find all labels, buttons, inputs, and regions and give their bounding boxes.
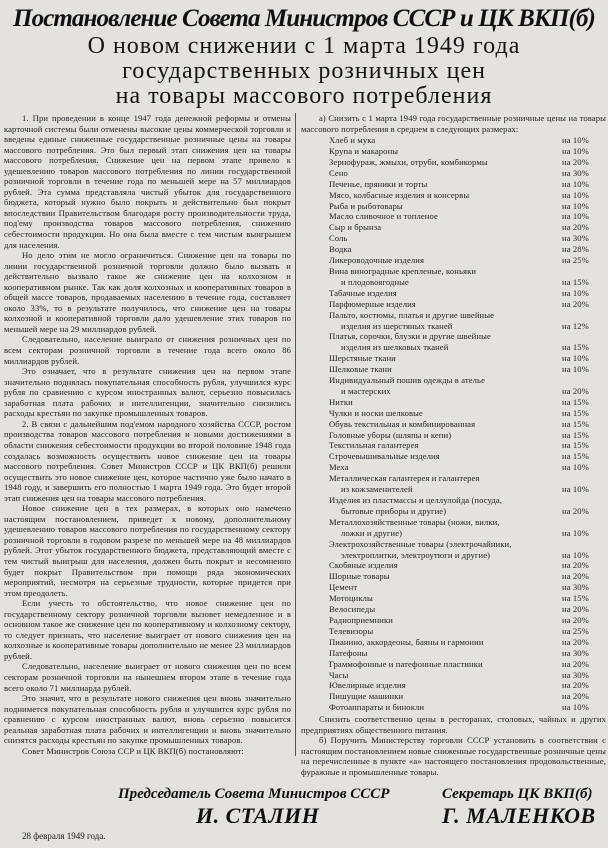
- item-reduction: на 15%: [562, 418, 589, 429]
- list-item: [301, 637, 606, 648]
- item-name: [329, 408, 562, 419]
- list-item: [301, 244, 606, 255]
- decree-date: 28 февраля 1949 года.: [22, 831, 106, 842]
- list-item: [301, 626, 606, 637]
- item-name-line: Мясо, колбасные изделия и консервы: [329, 189, 470, 200]
- list-item: [301, 364, 606, 375]
- list-item: [301, 462, 606, 473]
- item-reduction: на 20%: [562, 604, 589, 615]
- item-name: [329, 135, 562, 146]
- item-name: [329, 615, 562, 626]
- item-name: [329, 691, 562, 702]
- item-name-line-2: ложки и другие): [341, 527, 403, 538]
- list-item: [301, 659, 606, 670]
- item-name-line: Хлеб и мука: [329, 135, 376, 146]
- item-reduction: на 10%: [562, 200, 589, 211]
- item-reduction: на 30%: [562, 167, 589, 178]
- paragraph: 1. При проведении в конце 1947 года денежной реформы и отмены карточной системы были отменены высокие цены коммерческой торговли и введены единые сниженные государственные розничные цены на товары массового потребления. Это был первый этап снижения цен на товары массового потребления. Снижение цен на первом этапе привело к удешевлению товаров массового потребления по линии государственной розничной торговли в течение года по меньшей мере на 57 миллиардов рублей. Эта сумма представляла чистый убыток для государственного бюджета, который нужно было покрыть и действительно был покрыт впоследствии Правительством благодаря росту производительности труда, под'ему производства товаров массового потребления, снижению себестоимости продукции. Но она была вместе с тем чистым выигрышем для населения.: [4, 113, 291, 250]
- item-reduction: на 20%: [562, 298, 589, 309]
- item-reduction: на 30%: [562, 582, 589, 593]
- item-name-line-2: электроплитки, электроутюги и другие): [341, 549, 491, 560]
- list-item: [301, 702, 606, 713]
- item-name-line: Текстильная галантерея: [329, 440, 419, 451]
- item-reduction: на 20%: [562, 636, 589, 647]
- item-name: [329, 211, 562, 222]
- item-reduction: на 10%: [562, 549, 589, 560]
- list-item: [301, 680, 606, 691]
- item-name: [329, 375, 562, 397]
- item-name: [329, 244, 562, 255]
- item-reduction: на 20%: [562, 385, 589, 396]
- item-name-line: Вина виноградные крепленые, коньяки: [329, 265, 477, 276]
- item-reduction: на 15%: [562, 451, 589, 462]
- item-name-line: Электрохозяйственные товары (электрочайники,: [329, 538, 512, 549]
- paragraph: Но дело этим не могло ограничиться. Снижение цен на товары по линии государственной розничной торговли должно было вызвать и действительно вызвало такое же снижение цен на колхозном и кооперативном рынке. Так как доля колхозных и кооперативных товаров в общей массе товаров, продаваемых населению в течение года, составляет около 33%, то в результате получилось, что снижение цен на товары колхозной и кооперативной торговли дало удешевление этих товаров по меньшей мере на 29 миллиардов рублей.: [4, 250, 291, 334]
- item-name: [329, 364, 562, 375]
- item-name-line: Шелковые ткани: [329, 364, 392, 375]
- item-name: [329, 179, 562, 190]
- item-name: [329, 255, 562, 266]
- item-name-line: Скобяные изделия: [329, 560, 398, 571]
- secretary-title: Секретарь ЦК ВКП(б): [442, 786, 593, 803]
- list-item: [301, 582, 606, 593]
- item-name-line: Парфюмерные изделия: [329, 298, 416, 309]
- list-item: [301, 375, 606, 397]
- item-name: [329, 233, 562, 244]
- list-item: [301, 168, 606, 179]
- list-item: [301, 353, 606, 364]
- item-name: [329, 604, 562, 615]
- item-name-line-2: бытовые приборы и другие): [341, 505, 447, 516]
- item-reduction: на 20%: [562, 505, 589, 516]
- headline-line-2: государственных розничных цен: [122, 58, 486, 84]
- item-name: [329, 201, 562, 212]
- item-name-line: Чулки и носки шелковые: [329, 407, 423, 418]
- item-name-line-2: изделия из шелковых тканей: [341, 342, 449, 353]
- item-name: [329, 146, 562, 157]
- item-name-line: Мотоциклы: [329, 593, 373, 604]
- item-name-line: Часы: [329, 669, 349, 680]
- item-name-line-2: и плодовоягодные: [341, 276, 409, 287]
- item-name: [329, 157, 562, 168]
- item-reduction: на 10%: [562, 287, 589, 298]
- item-name-line: Фотоаппараты и бинокли: [329, 702, 425, 713]
- list-item: [301, 408, 606, 419]
- list-item: [301, 571, 606, 582]
- item-name: [329, 571, 562, 582]
- item-name: [329, 670, 562, 681]
- item-name: [329, 539, 562, 561]
- item-name-line: Пианино, аккордеоны, баяны и гармонии: [329, 636, 484, 647]
- item-name-line: Обувь текстильная и комбинированная: [329, 418, 476, 429]
- item-reduction: на 20%: [562, 560, 589, 571]
- list-item: [301, 233, 606, 244]
- paragraph: Это означает, что в результате снижения цен на первом этапе значительно поднялась покупательная способность рубля, улучшился курс рубля по сравнению с курсом иностранных валют, серьезно повысилась заработная плата рабочих и интеллигенции, значительно снизились расходы крестьян по закупке промышленных товаров.: [4, 366, 291, 419]
- item-reduction: на 15%: [562, 407, 589, 418]
- item-name: [329, 648, 562, 659]
- item-reduction: на 20%: [562, 614, 589, 625]
- item-name-line: Ювелирные изделия: [329, 680, 406, 691]
- item-name: [329, 222, 562, 233]
- item-name-line: Сыр и брынза: [329, 222, 382, 233]
- item-name-line: Пишущие машинки: [329, 691, 404, 702]
- item-reduction: на 30%: [562, 647, 589, 658]
- item-name: [329, 190, 562, 201]
- list-item: [301, 299, 606, 310]
- item-name-line: Шерстяные ткани: [329, 353, 396, 364]
- list-item: [301, 604, 606, 615]
- item-name: [329, 462, 562, 473]
- item-name: [329, 451, 562, 462]
- item-name-line: Ликероводочные изделия: [329, 255, 425, 266]
- item-name-line: Зернофураж, жмыхи, отруби, комбикормы: [329, 156, 488, 167]
- item-reduction: на 15%: [562, 440, 589, 451]
- item-name: [329, 495, 562, 517]
- item-reduction: на 10%: [562, 462, 589, 473]
- item-name-line: Масло сливочное и топленое: [329, 211, 438, 222]
- item-name: [329, 353, 562, 364]
- chairman-name: И. СТАЛИН: [196, 803, 320, 829]
- item-name-line-2: из кожзаменителей: [341, 484, 413, 495]
- list-item: [301, 146, 606, 157]
- item-name-line: Платья, сорочки, блузки и другие швейные: [329, 331, 491, 342]
- item-reduction: на 12%: [562, 320, 589, 331]
- right-column-text: [296, 113, 608, 777]
- paragraph: Следовательно, население выиграет от нового снижения цен по всем секторам розничной торговли на нынешнем втором этапе в течение года всего около 71 миллиарда рублей.: [4, 661, 291, 693]
- item-reduction: на 15%: [562, 593, 589, 604]
- item-name: [329, 440, 562, 451]
- item-name-line: Строчевышивальные изделия: [329, 451, 440, 462]
- item-name: [329, 419, 562, 430]
- headline-line-1: О новом снижении с 1 марта 1949 года: [87, 33, 521, 59]
- item-reduction: на 10%: [562, 364, 589, 375]
- item-reduction: на 10%: [562, 211, 589, 222]
- item-name-line: Печенье, пряники и торты: [329, 178, 428, 189]
- item-reduction: на 15%: [562, 342, 589, 353]
- decree-title: Постановление Совета Министров СССР и ЦК ВКП(б): [13, 5, 595, 32]
- item-reduction: на 25%: [562, 625, 589, 636]
- catering-paragraph: Снизить соответственно цены в ресторанах, столовых, чайных и других предприятиях общественного питания.: [301, 714, 606, 735]
- paragraph: Новое снижение цен в тех размерах, в которых оно намечено настоящим постановлением, приведет к новому, дополнительному удешевлению товаров массового потребления по государственному сектору розничной торговли в годовом разрезе по меньшей мере на 48 миллиардов рублей. Этот убыток государственного бюджета, представляющий вместе с тем чистый выигрыш для населения, должен быть покрыт и несомненно будет покрыт Правительством при помощи ряда экономических мероприятий, несмотря на серьезные трудности, которые придется при этом преодолеть.: [4, 503, 291, 598]
- item-name-line: Пальто, костюмы, платья и другие швейные: [329, 309, 495, 320]
- list-item: [301, 135, 606, 146]
- secretary-signature: [330, 785, 608, 829]
- item-name: [329, 266, 562, 288]
- item-name: [329, 593, 562, 604]
- item-name: [329, 299, 562, 310]
- item-reduction: на 10%: [562, 484, 589, 495]
- item-name-line: Головные уборы (шляпы и кепи): [329, 429, 452, 440]
- text-columns: [0, 113, 608, 777]
- list-item: [301, 222, 606, 233]
- item-reduction: на 10%: [562, 135, 589, 146]
- item-name-line: Крупа и макароны: [329, 146, 399, 156]
- list-item: [301, 430, 606, 441]
- item-name-line: Цемент: [329, 582, 358, 593]
- signatures: [0, 785, 608, 829]
- paragraph: Следовательно, население выиграло от снижения розничных цен по всем секторам розничной торговли в течение года всего около 86 миллиардов рублей.: [4, 334, 291, 366]
- item-name-line: Патефоны: [329, 647, 368, 658]
- list-item: [301, 331, 606, 353]
- item-name-line: Радиоприемники: [329, 614, 393, 625]
- item-name-line: Меха: [329, 462, 349, 473]
- list-item: [301, 310, 606, 332]
- list-item: [301, 266, 606, 288]
- ministry-paragraph: б) Поручить Министерству торговли СССР установить в соответствии с настоящим постановлением новые сниженные государственные розничные цены на перечисленные в пункте «а» настоящего постановления продовольственные, фуражные и промышленные товары.: [301, 735, 606, 777]
- item-reduction: на 10%: [562, 527, 589, 538]
- list-item: [301, 288, 606, 299]
- item-name: [329, 659, 562, 670]
- item-reduction: на 28%: [562, 244, 589, 255]
- item-reduction: на 20%: [562, 691, 589, 702]
- paragraph: Совет Министров Союза ССР и ЦК ВКП(б) постановляют:: [22, 745, 244, 756]
- item-reduction: на 10%: [562, 702, 589, 713]
- price-reduction-list: [301, 135, 606, 713]
- item-name-line-2: изделия из шерстяных тканей: [341, 320, 453, 331]
- item-reduction: на 20%: [562, 156, 589, 167]
- item-reduction: на 10%: [562, 189, 589, 200]
- item-name-line: Металлическая галантерея и галантерея: [329, 473, 480, 484]
- chairman-signature: [0, 785, 390, 829]
- item-name-line: Металлохозяйственные товары (ножи, вилки,: [329, 516, 500, 527]
- left-column-text: [0, 113, 296, 756]
- item-reduction: на 10%: [562, 178, 589, 189]
- list-item: [301, 495, 606, 517]
- item-name-line: Изделия из пластмассы и целлулойда (посуда,: [329, 495, 503, 505]
- list-item: [301, 539, 606, 561]
- list-item: [301, 419, 606, 430]
- item-name: [329, 702, 562, 713]
- list-item: [301, 593, 606, 604]
- item-name: [329, 560, 562, 571]
- item-name: [329, 168, 562, 179]
- headline-line-3: на товары массового потребления: [115, 83, 493, 109]
- list-item: [301, 473, 606, 495]
- item-reduction: на 15%: [562, 429, 589, 440]
- list-item: [301, 648, 606, 659]
- intro-paragraph: а) Снизить с 1 марта 1949 года государственные розничные цены на товары массового потребления в среднем в следующих размерах:: [301, 113, 606, 134]
- item-name-line: Водка: [329, 244, 352, 255]
- item-name: [329, 331, 562, 353]
- item-reduction: на 25%: [562, 255, 589, 266]
- list-item: [301, 670, 606, 681]
- item-name-line: Велосипеды: [329, 604, 376, 615]
- secretary-name: Г. МАЛЕНКОВ: [442, 803, 596, 829]
- item-reduction: на 15%: [562, 276, 589, 287]
- item-reduction: на 15%: [562, 396, 589, 407]
- item-name-line: Сено: [329, 167, 348, 178]
- item-name: [329, 680, 562, 691]
- item-name-line-2: и мастерских: [341, 385, 391, 396]
- item-name-line: Рыба и рыботовары: [329, 200, 403, 211]
- paragraph: 2. В связи с дальнейшим под'емом народного хозяйства СССР, ростом производства товаров массового потребления и новыми достижениями в области снижения себестоимости продукции во второй половине 1948 года создалась возможность осуществить новое снижение цен на товары массового потребления. Совет Министров СССР и ЦК ВКП(б) решили осуществить это новое снижение цен, которое частично уже было начато в 1948 году, и завершить его полностью 1 марта 1949 года. Это будет второй этап снижения цен на товары массового потребления.: [4, 418, 291, 503]
- list-item: [301, 397, 606, 408]
- item-reduction: на 10%: [562, 146, 589, 156]
- list-item: [301, 211, 606, 222]
- list-item: [301, 157, 606, 168]
- item-name-line: Граммофонные и патефонные пластинки: [329, 658, 483, 669]
- list-item: [301, 255, 606, 266]
- item-reduction: на 20%: [562, 680, 589, 691]
- list-item: [301, 615, 606, 626]
- item-name: [329, 626, 562, 637]
- list-item: [301, 440, 606, 451]
- item-reduction: на 10%: [562, 353, 589, 364]
- item-name: [329, 430, 562, 441]
- paragraph: Это значит, что в результате нового снижения цен вновь значительно поднимется покупательная способность рубля и улучшится курс рубля по сравнению с курсом иностранных валют, вновь серьезно повысится реальная заработная плата рабочих и интеллигенции и вновь значительно снизятся расходы крестьян по закупке промышленных товаров.: [4, 693, 291, 746]
- item-name: [329, 637, 562, 648]
- item-name-line: Соль: [329, 233, 348, 244]
- item-reduction: на 20%: [562, 571, 589, 582]
- item-name-line: Нитки: [329, 396, 353, 407]
- item-name-line: Шорные товары: [329, 571, 390, 582]
- item-name: [329, 397, 562, 408]
- paragraph: Если учесть то обстоятельство, что новое снижение цен по государственному сектору розничной торговли вызовет немедленное и в основном такое же снижение цен по кооперативному и колхозному сектору, то следует признать, что население выиграет от нового снижения цен на колхозные и кооперативные товары дополнительно не менее 23 миллиардов рублей.: [4, 598, 291, 661]
- item-reduction: на 30%: [562, 233, 589, 244]
- list-item: [301, 691, 606, 702]
- item-name: [329, 288, 562, 299]
- item-reduction: на 20%: [562, 222, 589, 233]
- item-name-line: Телевизоры: [329, 625, 374, 636]
- list-item: [301, 179, 606, 190]
- list-item: [301, 201, 606, 212]
- list-item: [301, 560, 606, 571]
- list-item: [301, 190, 606, 201]
- item-reduction: на 30%: [562, 669, 589, 680]
- item-name-line: Индивидуальный пошив одежды в ателье: [329, 375, 485, 386]
- list-item: [301, 451, 606, 462]
- item-name: [329, 517, 562, 539]
- chairman-title: Председатель Совета Министров СССР: [118, 786, 390, 803]
- item-name: [329, 310, 562, 332]
- item-name-line: Табачные изделия: [329, 287, 397, 298]
- list-item: [301, 517, 606, 539]
- item-name: [329, 473, 562, 495]
- item-reduction: на 20%: [562, 658, 589, 669]
- item-name: [329, 582, 562, 593]
